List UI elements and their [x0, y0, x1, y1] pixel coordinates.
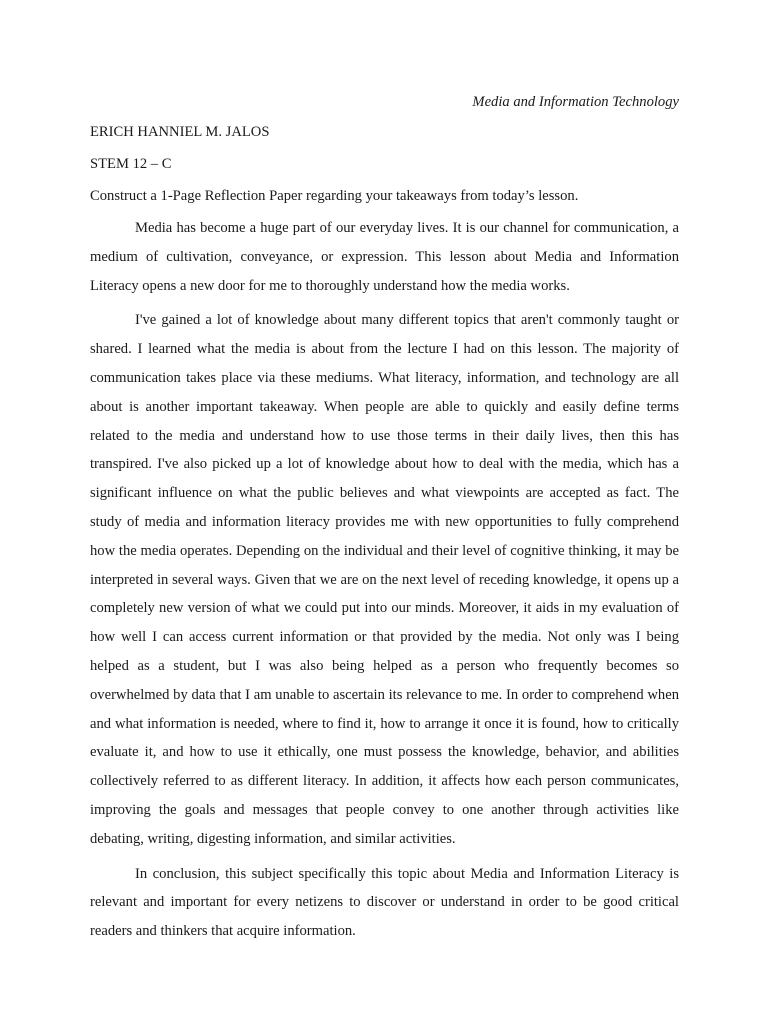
paragraph-body: I've gained a lot of knowledge about many different topics that aren't commonly taught or shared. I learned what the media is about from the lecture I had on this lesson. The majority of communication takes place via these mediums. What literacy, information, and technology are all about is another important takeaway. When people are able to quickly and easily define terms related to the media and understand how to use those terms in their daily lives, then this has transpired. I've also picked up a lot of knowledge about how to deal with the media, which has a significant influence on what the public believes and what viewpoints are accepted as fact. The study of media and information literacy provides me with new opportunities to fully comprehend how the media operates. Depending on the individual and their level of cognitive thinking, it may be interpreted in several ways. Given that we are on the next level of receding knowledge, it opens up a completely new version of what we could put into our minds. Moreover, it aids in my evaluation of how well I can access current information or that provided by the media. Not only was I being helped as a student, but I was also being helped as a person who frequently becomes so overwhelmed by data that I am unable to ascertain its relevance to me. In order to comprehend when and what information is needed, where to find it, how to arrange it once it is found, how to critically evaluate it, and how to use it ethically, one must possess the knowledge, behavior, and abilities collectively referred to as different literacy. In addition, it affects how each person communicates, improving the goals and messages that people convey to one another through activities like debating, writing, digesting information, and similar activities.	[90, 312, 679, 847]
assignment-prompt: Construct a 1-Page Reflection Paper regarding your takeaways from today’s lesson.	[90, 188, 579, 204]
paragraph-conclusion: In conclusion, this subject specifically this topic about Media and Information Literacy is relevant and important for every netizens to discover or understand in order to be good critical readers and thinkers that acquire information.	[90, 865, 679, 940]
student-name: ERICH HANNIEL M. JALOS	[90, 124, 270, 140]
section-label: STEM 12 – C	[90, 156, 172, 172]
paragraph-introduction: Media has become a huge part of our everyday lives. It is our channel for communication, a medium of cultivation, conveyance, or expression. This lesson about Media and Information Literacy opens a new door for me to thoroughly understand how the media works.	[90, 220, 679, 294]
document-body	[90, 90, 679, 952]
subject-header: Media and Information Technology	[472, 94, 679, 110]
